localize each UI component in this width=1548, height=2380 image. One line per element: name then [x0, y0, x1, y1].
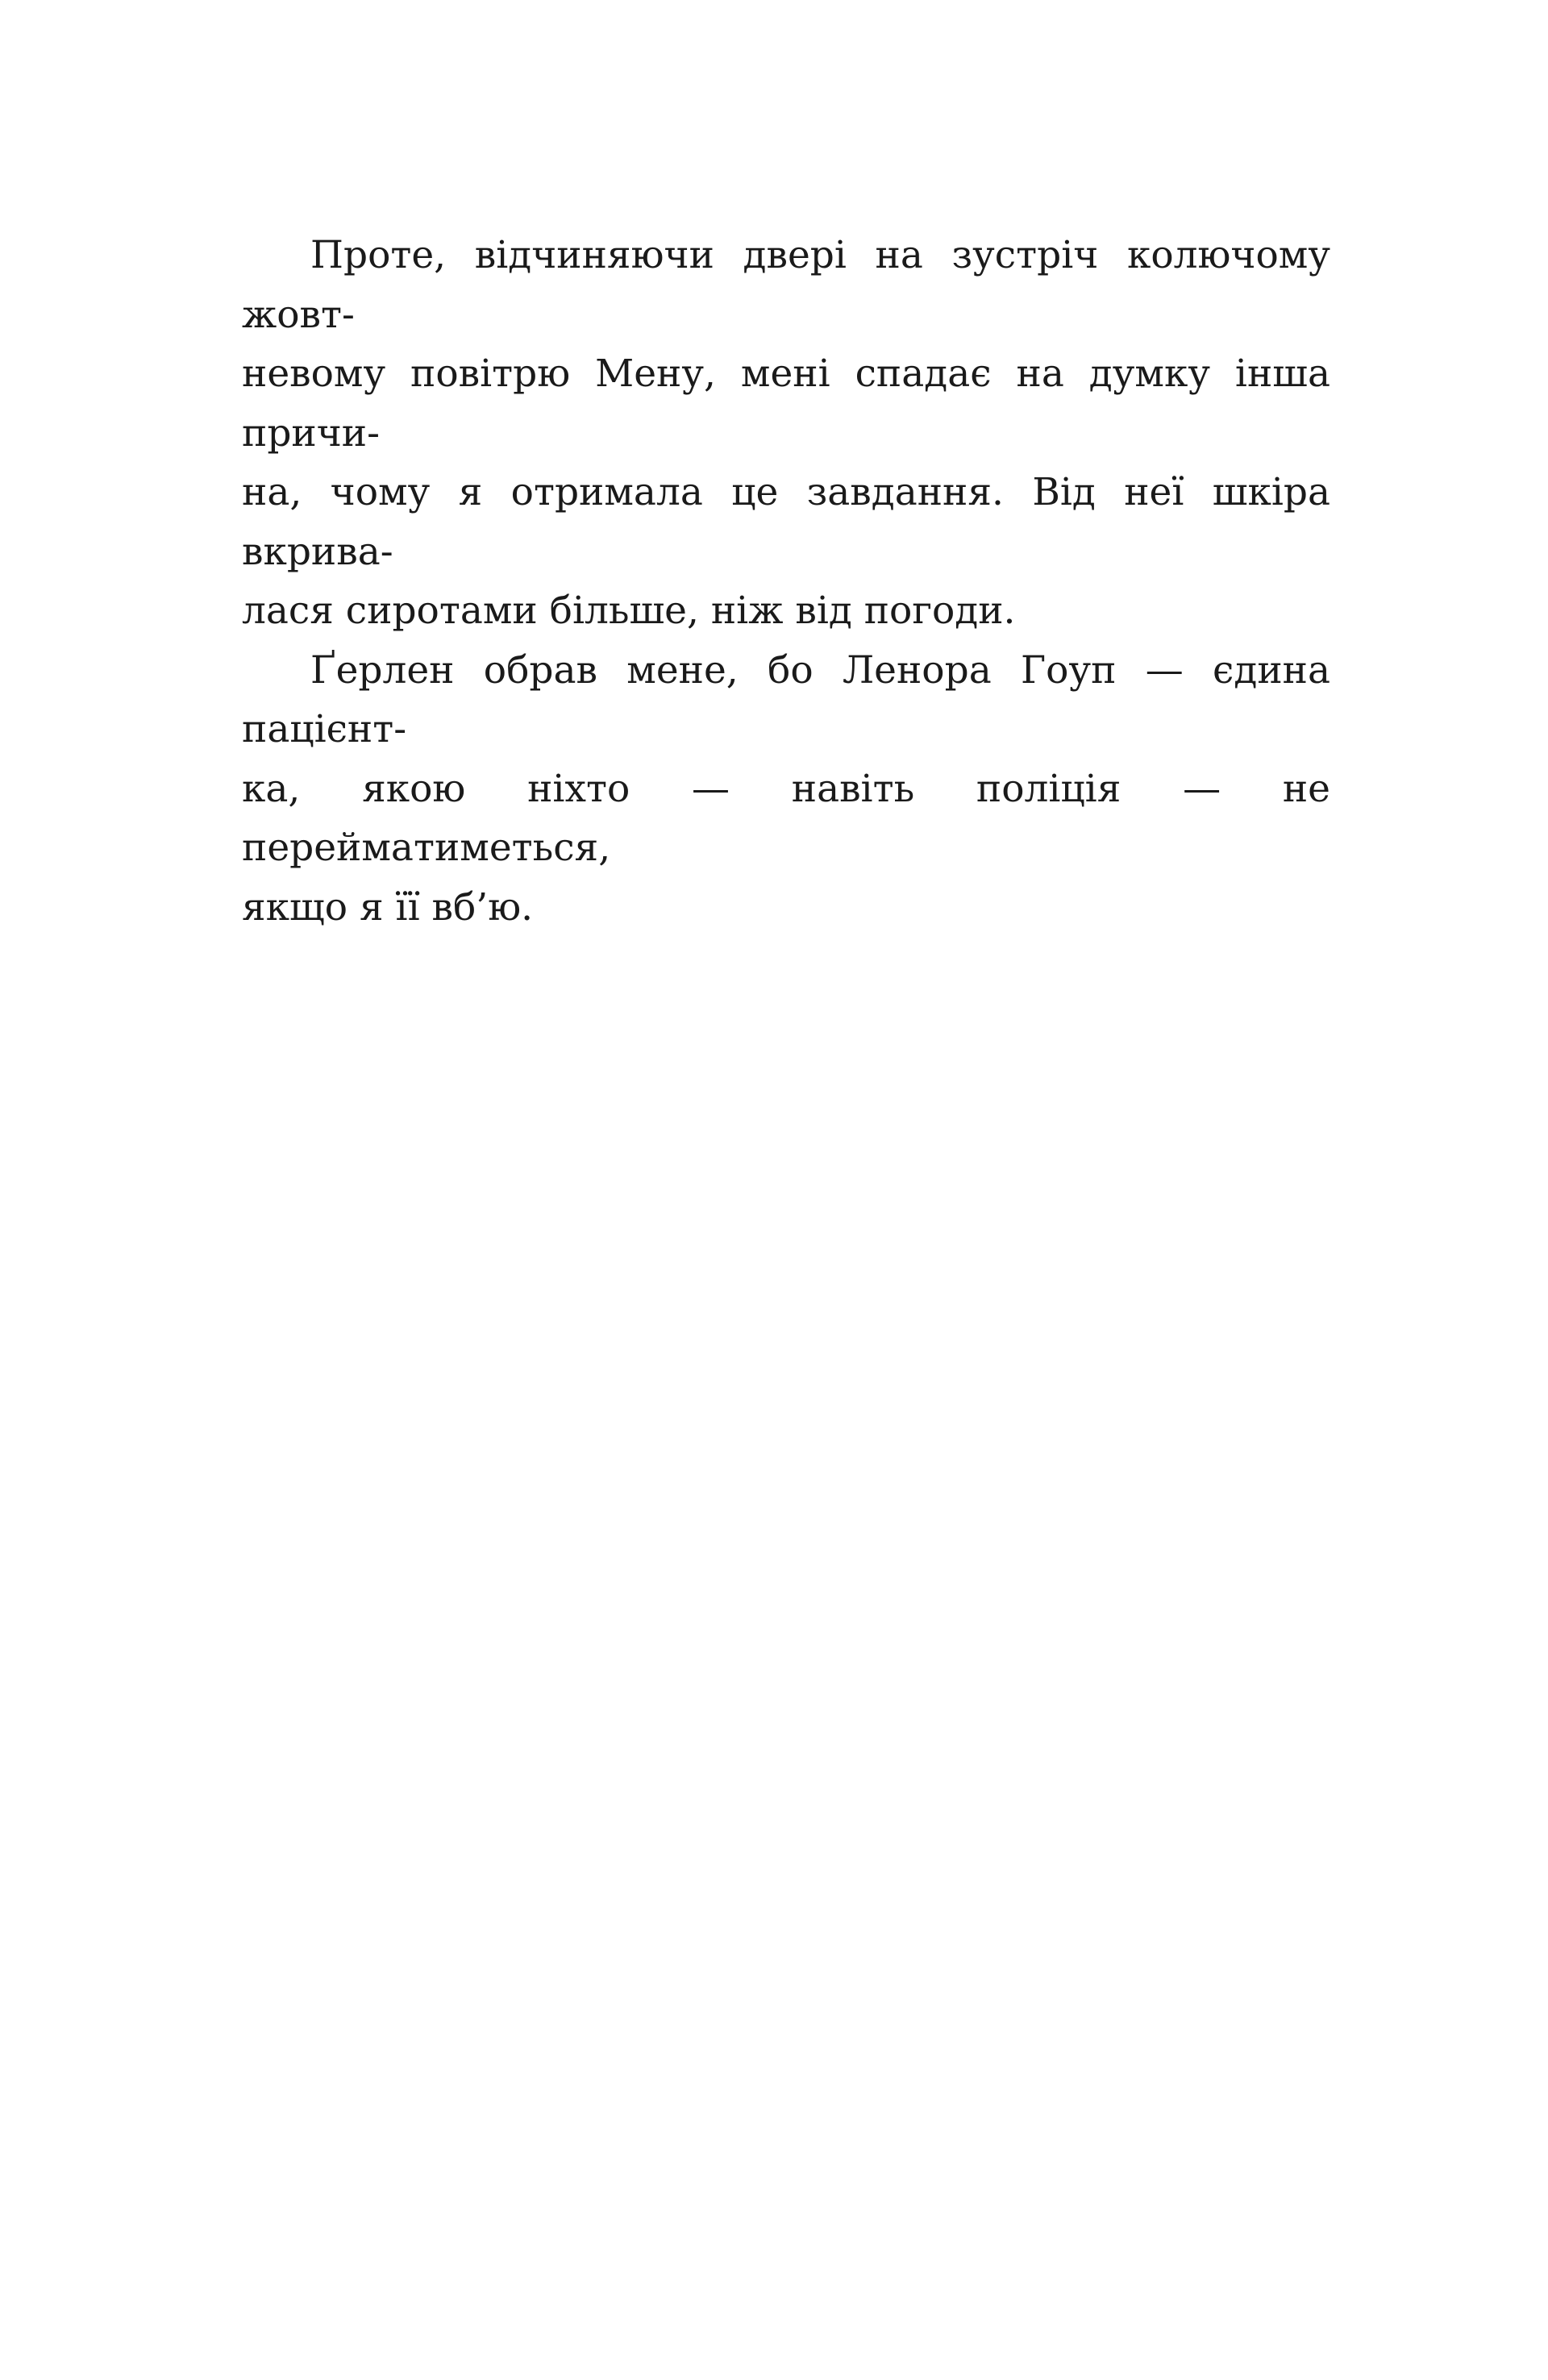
text-line: Проте, відчиняючи двері на зустріч колючому жовт-: [242, 233, 1330, 337]
text-line: лася сиротами більше, ніж від погоди.: [242, 589, 1016, 633]
book-page-text-block: [242, 226, 1330, 937]
paragraph: [242, 641, 1330, 938]
paragraph: [242, 226, 1330, 641]
text-line: невому повітрю Мену, мені спадає на думку інша причи-: [242, 352, 1330, 456]
text-line: якщо я її вб’ю.: [242, 884, 534, 930]
text-line: на, чому я отримала це завдання. Від неї шкіра вкрива-: [242, 470, 1330, 574]
text-line: Ґерлен обрав мене, бо Ленора Гоуп — єдина пацієнт-: [242, 647, 1330, 751]
text-line: ка, якою ніхто — навіть поліція — не перейматиметься,: [242, 766, 1330, 870]
